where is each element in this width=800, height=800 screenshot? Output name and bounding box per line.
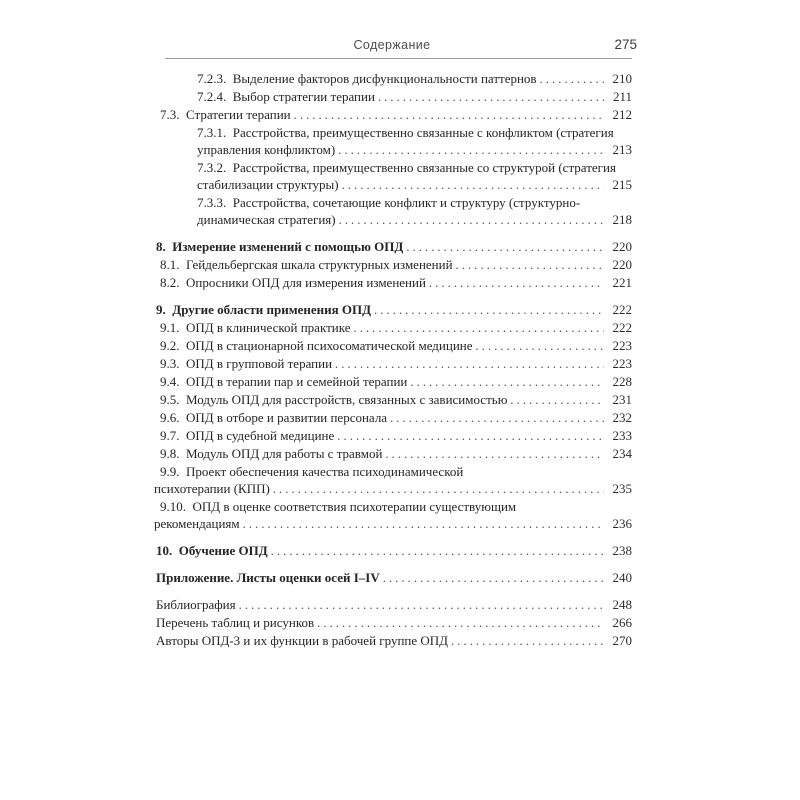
dot-leader — [314, 614, 604, 632]
toc-entry-page-number: 220 — [612, 257, 632, 272]
dot-leader — [382, 445, 604, 463]
toc-entry-line-last — [152, 569, 632, 587]
toc-entry — [152, 445, 632, 463]
toc-entry-line-last — [152, 176, 632, 194]
toc-entry-line: 7.3.2. Расстройства, преимущественно связанные со структурой (стратегия — [197, 160, 616, 175]
toc-entry-label: управления конфликтом) — [197, 142, 336, 157]
toc-entry-page-number: 223 — [612, 338, 632, 353]
toc-entry-line-last — [152, 355, 632, 373]
dot-leader — [387, 409, 604, 427]
toc-entry-label: 7.3. Стратегии терапии — [160, 107, 291, 122]
toc-entry-label: 8. Измерение изменений с помощью ОПД — [156, 239, 404, 254]
toc-entry — [152, 274, 632, 292]
toc-entry — [152, 301, 632, 319]
toc-entry — [152, 194, 632, 229]
header-rule — [165, 58, 632, 59]
toc-entry — [152, 498, 632, 533]
toc-entry-line-last — [152, 256, 632, 274]
toc-entry-line-last — [152, 88, 632, 106]
toc-entry-line-last — [152, 337, 632, 355]
toc-entry — [152, 337, 632, 355]
dot-leader — [407, 373, 604, 391]
toc-list — [152, 70, 632, 650]
dot-leader — [236, 596, 604, 614]
toc-entry — [152, 409, 632, 427]
toc-entry — [152, 319, 632, 337]
dot-leader — [240, 515, 604, 533]
dot-leader — [473, 337, 604, 355]
toc-entry-page-number: 233 — [612, 428, 632, 443]
toc-entry-label: 9.1. ОПД в клинической практике — [160, 320, 351, 335]
toc-entry-line-last — [152, 106, 632, 124]
toc-entry-line-last — [152, 391, 632, 409]
toc-entry-line-last — [152, 614, 632, 632]
toc-entry — [152, 596, 632, 614]
toc-entry — [152, 124, 632, 159]
toc-entry-label: 10. Обучение ОПД — [156, 543, 268, 558]
page-number: 275 — [614, 37, 637, 52]
toc-entry-line-last — [152, 211, 632, 229]
toc-entry-label: 9.6. ОПД в отборе и развитии персонала — [160, 410, 388, 425]
toc-entry-line-last — [152, 319, 632, 337]
toc-entry-line-last — [152, 480, 632, 498]
toc-entry — [152, 542, 632, 560]
toc-entry — [152, 632, 632, 650]
toc-entry-page-number: 228 — [612, 374, 632, 389]
toc-entry-page-number: 221 — [612, 275, 632, 290]
toc-entry-page-number: 213 — [612, 142, 632, 157]
toc-entry-page-number: 222 — [612, 320, 632, 335]
toc-entry-label: 7.2.4. Выбор стратегии терапии — [197, 89, 375, 104]
toc-entry-line: 7.3.3. Расстройства, сочетающие конфликт и структуру (структурно- — [197, 195, 581, 210]
toc-entry-line-last — [152, 238, 632, 256]
toc-page — [152, 37, 637, 650]
dot-leader — [375, 88, 604, 106]
toc-entry — [152, 70, 632, 88]
toc-entry-page-number: 232 — [612, 410, 632, 425]
dot-leader — [507, 391, 604, 409]
toc-entry-line: 7.3.1. Расстройства, преимущественно связанные с конфликтом (стратегия — [197, 125, 614, 140]
toc-entry — [152, 88, 632, 106]
toc-entry-page-number: 238 — [612, 543, 632, 558]
toc-entry-label: стабилизации структуры) — [197, 177, 339, 192]
toc-entry-page-number: 215 — [612, 177, 632, 192]
toc-entry — [152, 427, 632, 445]
toc-entry — [152, 355, 632, 373]
dot-leader — [371, 301, 604, 319]
toc-entry-page-number: 235 — [612, 481, 632, 496]
dot-leader — [426, 274, 604, 292]
toc-entry-label: 9.8. Модуль ОПД для работы с травмой — [160, 446, 383, 461]
toc-entry-label: 7.2.3. Выделение факторов дисфункциональности паттернов — [197, 71, 537, 86]
toc-entry-label: 8.1. Гейдельбергская шкала структурных изменений — [160, 257, 453, 272]
toc-entry-page-number: 231 — [612, 392, 632, 407]
toc-entry-line-last — [152, 373, 632, 391]
toc-entry-line-last — [152, 409, 632, 427]
dot-leader — [332, 355, 604, 373]
toc-entry-label: Авторы ОПД-3 и их функции в рабочей группе ОПД — [156, 633, 449, 648]
page-header — [152, 37, 637, 55]
toc-entry-page-number: 211 — [612, 89, 632, 104]
toc-entry-line: 9.9. Проект обеспечения качества психодинамической — [160, 464, 464, 479]
dot-leader — [351, 319, 605, 337]
toc-entry-page-number: 236 — [612, 516, 632, 531]
page-title: Содержание — [353, 38, 431, 52]
toc-entry-label: 9.2. ОПД в стационарной психосоматической медицине — [160, 338, 473, 353]
dot-leader — [453, 256, 604, 274]
toc-entry-page-number: 266 — [612, 615, 632, 630]
toc-entry-page-number: 212 — [612, 107, 632, 122]
toc-entry-line-last — [152, 632, 632, 650]
toc-entry-page-number: 223 — [612, 356, 632, 371]
toc-entry-line-last — [152, 596, 632, 614]
toc-entry-label: динамическая стратегия) — [197, 212, 336, 227]
toc-entry-page-number: 248 — [612, 597, 632, 612]
dot-leader — [403, 238, 604, 256]
toc-entry — [152, 569, 632, 587]
toc-entry — [152, 106, 632, 124]
toc-entry-label: 8.2. Опросники ОПД для измерения изменений — [160, 275, 426, 290]
toc-entry-line: 9.10. ОПД в оценке соответствия психотерапии существующим — [160, 499, 517, 514]
toc-entry-line-last — [152, 141, 632, 159]
toc-entry-page-number: 220 — [612, 239, 632, 254]
toc-entry-label: 9.5. Модуль ОПД для расстройств, связанных с зависимостью — [160, 392, 508, 407]
toc-entry-line-last — [152, 445, 632, 463]
dot-leader — [270, 480, 604, 498]
toc-entry-page-number: 240 — [612, 570, 632, 585]
toc-entry-label: 9.3. ОПД в групповой терапии — [160, 356, 333, 371]
toc-entry — [152, 238, 632, 256]
toc-entry-page-number: 222 — [612, 302, 632, 317]
dot-leader — [537, 70, 604, 88]
toc-entry-label: Перечень таблиц и рисунков — [156, 615, 315, 630]
toc-entry — [152, 391, 632, 409]
dot-leader — [268, 542, 604, 560]
toc-entry-page-number: 270 — [612, 633, 632, 648]
toc-entry-line-last — [152, 70, 632, 88]
dot-leader — [335, 141, 604, 159]
toc-entry-page-number: 234 — [612, 446, 632, 461]
toc-entry-label: 9. Другие области применения ОПД — [156, 302, 372, 317]
dot-leader — [448, 632, 604, 650]
dot-leader — [336, 211, 604, 229]
toc-entry-line-last — [152, 427, 632, 445]
toc-entry-line-last — [152, 515, 632, 533]
toc-entry-label: 9.4. ОПД в терапии пар и семейной терапии — [160, 374, 408, 389]
toc-entry — [152, 373, 632, 391]
toc-entry — [152, 614, 632, 632]
toc-entry-line-last — [152, 274, 632, 292]
dot-leader — [380, 569, 604, 587]
toc-entry-line-last — [152, 542, 632, 560]
toc-entry — [152, 256, 632, 274]
toc-entry-label: психотерапии (КПП) — [154, 481, 270, 496]
toc-entry-label: рекомендациям — [154, 516, 240, 531]
toc-entry-page-number: 210 — [612, 71, 632, 86]
toc-entry-label: Приложение. Листы оценки осей I–IV — [156, 570, 380, 585]
toc-entry — [152, 159, 632, 194]
dot-leader — [339, 176, 604, 194]
toc-entry-line-last — [152, 301, 632, 319]
toc-entry-page-number: 218 — [612, 212, 632, 227]
toc-entry-label: Библиография — [156, 597, 236, 612]
dot-leader — [334, 427, 604, 445]
toc-entry — [152, 463, 632, 498]
dot-leader — [291, 106, 604, 124]
toc-entry-label: 9.7. ОПД в судебной медицине — [160, 428, 335, 443]
